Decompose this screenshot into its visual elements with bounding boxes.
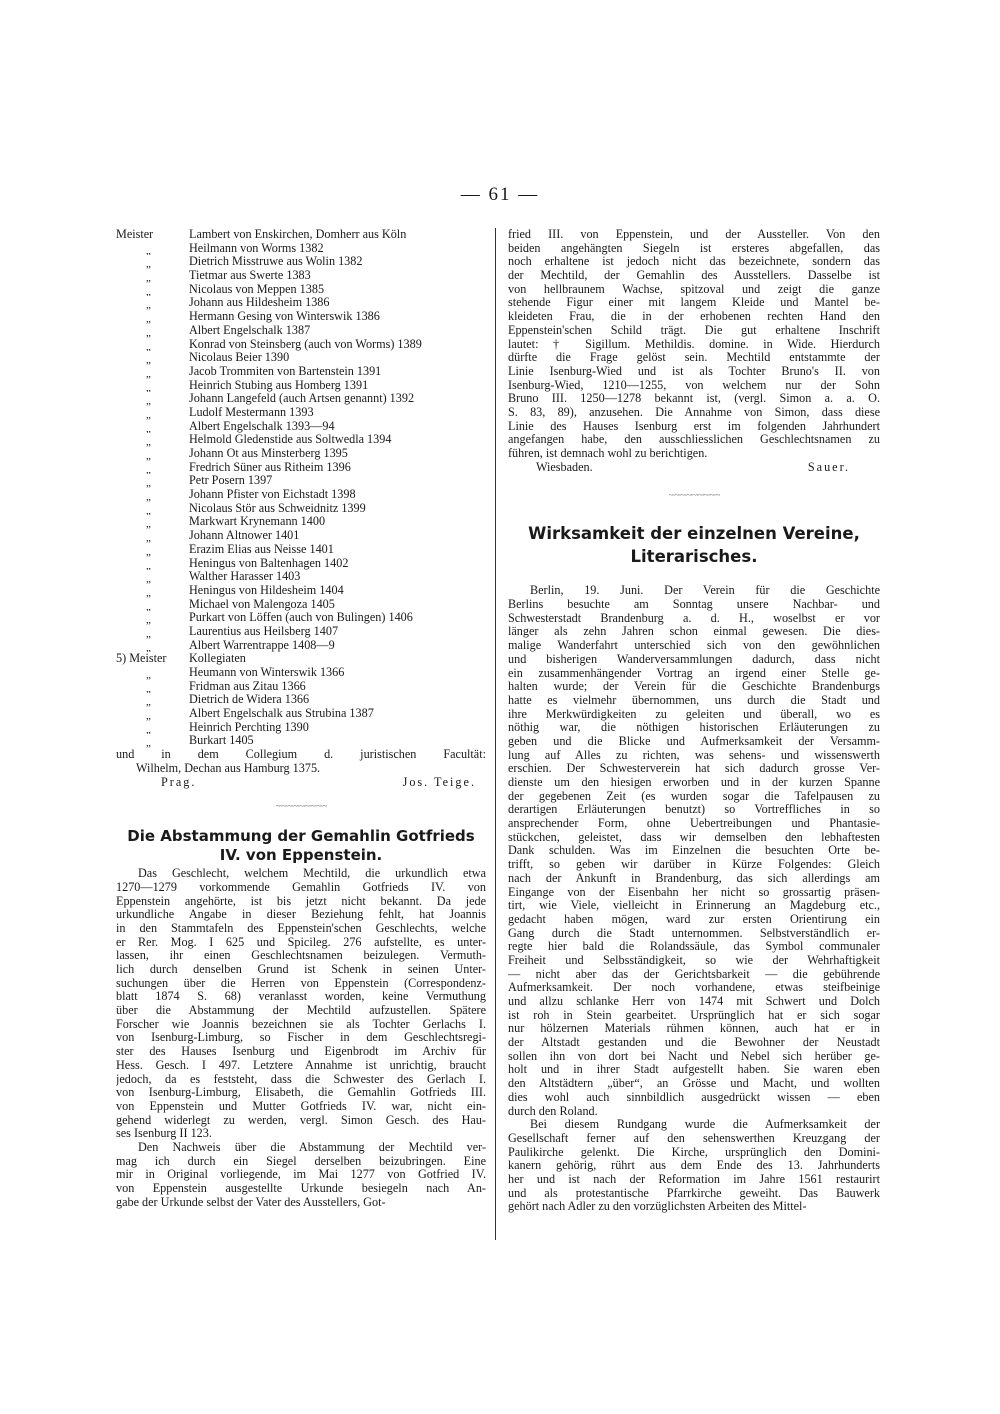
text-line: er Rer. Mog. I 625 und Spicileg. 276 aufstellte, es unter- — [116, 935, 486, 949]
text-line: Gang durch die Stadt unternommen. Selbstverständlich er- — [508, 926, 880, 940]
text-line: dürfte die Frage gelöst sein. Mechtild entstammte der — [508, 351, 880, 365]
text-line: ist roh in Stein gearbeitet. Ursprünglich hat er sich sogar — [508, 1008, 880, 1022]
text-line: Freiheit und Selbsständigkeit, so wie der Wehrhaftigkeit — [508, 953, 880, 967]
ditto-mark: „ — [146, 682, 151, 694]
text-line: gehört nach Adler zu den vorzüglichsten Arbeiten des Mittel- — [508, 1200, 807, 1214]
ditto-mark: „ — [146, 477, 151, 489]
list-item — [116, 338, 486, 352]
list-entry: Nicolaus Beier 1390 — [189, 351, 290, 365]
text-line: dienste um den hiesigen erworben und in der kurzen Spanne — [508, 776, 880, 789]
list-entry: Albert Engelschalk 1393—94 — [189, 419, 335, 433]
text-line: urkundliche Angabe in dieser Beziehung fehlt, hat Joannis — [116, 908, 486, 922]
ditto-mark: „ — [146, 641, 151, 653]
ditto-mark: „ — [146, 545, 151, 557]
text-line: derartigen Erläuterungen benutzt) so Vortreffliches in so — [508, 803, 880, 817]
text-line: Paulikirche gelenkt. Die Kirche, ursprünglich den Domini- — [508, 1145, 880, 1159]
text-line: noch erhaltene ist jedoch nicht das bezeichnete, sondern das — [508, 255, 880, 269]
list-item — [116, 502, 486, 516]
list-item — [116, 625, 486, 639]
text-line: geben und die Blicke und Aufmerksamkeit der Versamm- — [508, 734, 880, 748]
ditto-mark: „ — [146, 600, 151, 612]
list-item — [116, 639, 486, 653]
text-line: Das Geschlecht, welchem Mechtild, die urkundlich etwa — [138, 867, 486, 881]
list-entry: Helmold Gledenstide aus Soltwedla 1394 — [189, 433, 392, 447]
list-entry: Albert Engelschalk 1387 — [189, 323, 311, 337]
list-item — [116, 734, 486, 748]
list-item — [116, 570, 486, 584]
kollegiaten-prefix: 5) Meister — [116, 652, 167, 666]
text-line: Den Nachweis über die Abstammung der Mechtild ver- — [138, 1140, 486, 1154]
list-entry: Jacob Trommiten von Bartenstein 1391 — [189, 364, 382, 378]
text-line: gehend widerlegt zu werden, vergl. Simon Gesch. des Hau- — [116, 1113, 486, 1127]
text-line: stückchen, geleistet, dass wir demselben den lebhaftesten — [508, 830, 880, 844]
list-item — [116, 447, 486, 461]
berlin-report — [508, 584, 880, 1214]
text-line: fried III. von Eppenstein, und der Aussteller. Von den — [508, 228, 880, 241]
text-line: tirt, wie Viele, vielleicht in Erinnerung an Magdeburg etc., — [508, 899, 880, 913]
text-line: der gegebenen Zeit (es wurden sogar die Tafelpausen zu — [508, 789, 880, 803]
ditto-mark: „ — [146, 627, 151, 639]
signature-name: Sauer. — [807, 460, 850, 474]
signature-name: Jos. Teige. — [402, 775, 476, 789]
text-line: lich durch denselben Grund ist Schenk in seinen Unter- — [116, 963, 486, 976]
text-line: und als protestantische Pfarrkirche geweiht. Das Bauwerk — [508, 1186, 880, 1200]
list-item — [116, 584, 486, 598]
text-line: führen, ist demnach wohl zu berichtigen. — [508, 447, 708, 460]
right-column — [508, 228, 880, 1214]
ditto-mark: „ — [146, 504, 151, 516]
text-line: gedacht haben mögen, ward zur ersten Orientirung ein — [508, 912, 880, 926]
continuation-body — [508, 228, 880, 461]
text-line: Berlin, 19. Juni. Der Verein für die Geschichte — [530, 584, 880, 598]
text-line: Aufmerksamkeit. Der noch vorhandene, etwas steifbeinige — [508, 981, 880, 995]
signature-place: Prag. — [161, 775, 197, 789]
text-line: kleideten Frau, die in der erhobenen rechten Hand den — [508, 310, 880, 324]
text-line: angefangen habe, den ausschliesslichen Geschlechtsnamen zu — [508, 433, 880, 447]
list-entry: Konrad von Steinsberg (auch von Worms) 1389 — [189, 337, 422, 351]
text-line: und bisherigen Wanderversammlungen dadurch, dass nicht — [508, 652, 880, 666]
ditto-mark: „ — [146, 367, 151, 379]
ditto-mark: „ — [146, 491, 151, 502]
list-entry: Dietrich de Widera 1366 — [189, 693, 310, 707]
text-line: beiden angehängten Siegeln ist ersteres abgefallen, das — [508, 241, 880, 255]
text-line: ihre Merkwürdigkeiten zu geleiten und überall, wo es — [508, 707, 880, 721]
text-line: Gesellschaft ferner auf den sehenswerthen Kreuzgang der — [508, 1131, 880, 1145]
list-entry: Heinrich Perchting 1390 — [189, 720, 309, 734]
list-entry: Johann aus Hildesheim 1386 — [189, 296, 330, 310]
text-line: ster des Hauses Isenburg und Eigenbrodt im Archiv für — [116, 1045, 486, 1059]
list-item — [116, 420, 486, 434]
list-item — [116, 433, 486, 447]
list-entry: Heningus von Hildesheim 1404 — [189, 583, 344, 597]
ditto-mark: „ — [146, 518, 151, 530]
text-line: von hellbraunem Wachse, spitzoval und zeigt die ganze — [508, 282, 880, 296]
ditto-mark: „ — [146, 669, 151, 680]
list-item — [116, 598, 486, 612]
list-entry: Laurentius aus Heilsberg 1407 — [189, 624, 339, 638]
text-line: den Altstädtern „über“, an Grösse und Macht, und wollten — [508, 1077, 880, 1091]
list-item — [116, 269, 486, 283]
ditto-mark: „ — [146, 422, 151, 434]
ditto-mark: „ — [146, 436, 151, 447]
ditto-mark: „ — [146, 463, 151, 475]
text-line: und allzu schlanke Herr von 1474 mit Schwert und Dolch — [508, 995, 880, 1008]
text-line: Linie Isenburg-Wied und ist als Tochter Bruno's II. von — [508, 364, 880, 378]
list-item — [116, 296, 486, 310]
list-item — [116, 351, 486, 365]
text-line: — nicht aber das der Gerichtsbarkeit — die gebührende — [508, 967, 880, 981]
text-line: jedoch, da es feststeht, dass die Schwester des Gerlach I. — [116, 1072, 486, 1086]
article-body — [116, 867, 486, 1209]
list-item — [116, 529, 486, 543]
column-divider — [495, 228, 496, 1240]
text-line: 1270—1279 vorkommende Gemahlin Gotfrieds IV. von — [116, 880, 486, 894]
ditto-mark: „ — [146, 285, 151, 297]
list-entry: Markwart Krynemann 1400 — [189, 515, 326, 529]
text-line: erschien. Der Schwesterverein hat sich dadurch grosse Ver- — [508, 762, 880, 776]
text-line: in den Stammtafeln des Eppenstein'schen Geschlechts, welche — [116, 921, 486, 935]
list-entry: Purkart von Löffen (auch von Bulingen) 1406 — [189, 611, 413, 625]
ditto-mark: „ — [146, 408, 151, 420]
ditto-mark: „ — [146, 559, 151, 571]
list-item — [116, 228, 486, 242]
list-entry: Hermann Gesing von Winterswik 1386 — [189, 310, 380, 324]
text-line: Dank schulden. Was im Einzelnen die besuchten Orte be- — [508, 844, 880, 858]
text-line: Berlins besuchte am Sonntag unsere Nachbar- und — [508, 598, 880, 612]
list-entry: Walther Harasser 1403 — [189, 570, 301, 584]
list-entry: Tietmar aus Swerte 1383 — [189, 269, 311, 283]
list-item — [116, 406, 486, 420]
list-item — [116, 721, 486, 735]
ditto-mark: „ — [146, 313, 151, 324]
signature-place: Wiesbaden. — [536, 460, 593, 474]
list-entry: Erazim Elias aus Neisse 1401 — [189, 542, 334, 556]
wiesbaden-signature — [508, 461, 880, 475]
list-item — [116, 707, 486, 721]
prag-signature — [116, 776, 486, 790]
list-entry: Heilmann von Worms 1382 — [189, 241, 324, 255]
section-subtitle: Literarisches. — [630, 547, 758, 567]
kollegiaten-list — [116, 652, 486, 748]
list-item — [116, 255, 486, 269]
text-line: über die Abstammung der Mechtild aufzustellen. Spätere — [116, 1004, 486, 1018]
list-item — [116, 543, 486, 557]
text-line: von Eppenstein und Mutter Gotfrieds IV. war, nicht ein- — [116, 1099, 486, 1113]
list-item — [116, 488, 486, 502]
text-line: Schwesterstadt Brandenburg a. d. H., woselbst er vor — [508, 611, 880, 625]
text-line: S. 83, 89), anzusehen. Die Annahme von Simon, dass diese — [508, 405, 880, 419]
list-entry: Nicolaus Stör aus Schweidnitz 1399 — [189, 501, 366, 515]
list-entry: Albert Warrentrappe 1408—9 — [189, 638, 335, 652]
ditto-mark: „ — [146, 710, 151, 721]
list-entry: Petr Posern 1397 — [189, 474, 273, 488]
text-line: Forscher wie Joannis bezeichnen sie als Tochter Gerlachs I. — [116, 1017, 486, 1031]
list-item — [116, 365, 486, 379]
ditto-mark: „ — [146, 450, 151, 461]
list-entry: Fredrich Süner aus Ritheim 1396 — [189, 460, 351, 474]
text-line: nur hölzernen Materials rühmen können, auch hat er in — [508, 1022, 880, 1036]
list-item — [116, 693, 486, 707]
text-line: Eppenstein angehörte, ist bis jetzt nicht bekannt. Da jede — [116, 894, 486, 908]
text-line: Eingange von der Eisenbahn her nicht so grossartig präsen- — [508, 885, 880, 899]
list-item — [116, 666, 486, 680]
text-line: gabe der Urkunde selbst der Vater des Ausstellers, Got- — [116, 1195, 386, 1209]
article-title: Die Abstammung der Gemahlin Gotfrieds IV. von Eppenstein. — [127, 827, 475, 865]
text-line: nöthig war, die nöthigen historischen Erläuterungen zu — [508, 721, 880, 735]
list-item — [116, 557, 486, 571]
list-entry: Heumann von Winterswik 1366 — [189, 666, 345, 679]
list-entry: Michael von Malengoza 1405 — [189, 597, 335, 611]
ditto-mark: „ — [146, 573, 151, 584]
text-line: ansprechender Form, ohne Uebertreibungen und Phantasie- — [508, 817, 880, 831]
list-entry: Nicolaus von Meppen 1385 — [189, 282, 325, 296]
text-line: dies wohl auch sinnbildlich ausgedrückt wissen — eben — [508, 1090, 880, 1104]
text-line: nach der Ankunft in Brandenburg, das sich allerdings am — [508, 871, 880, 885]
ditto-mark: „ — [146, 696, 151, 708]
ditto-mark: „ — [146, 381, 151, 393]
left-column — [116, 228, 486, 1209]
list-entry: Johann Pfister von Eichstadt 1398 — [189, 488, 356, 502]
ditto-mark: „ — [146, 737, 151, 749]
text-line: blatt 1874 S. 68) veranlasst worden, keine Vermuthung — [116, 990, 486, 1004]
text-line: lassen, ihr einen Geschlechtsnamen beizulegen. Vermuth- — [116, 949, 486, 963]
ditto-mark: „ — [146, 723, 151, 735]
text-line: halten wurde; der Verein für die Geschichte Brandenburgs — [508, 680, 880, 694]
ditto-mark: „ — [146, 258, 151, 270]
list-entry: Ludolf Mestermann 1393 — [189, 405, 314, 419]
text-line: lung auf Alles zu richten, was sehens- und wissenswerth — [508, 748, 880, 762]
text-line: kanern gehörig, rührt aus dem Ende des 13. Jahrhunderts — [508, 1159, 880, 1173]
ditto-mark: „ — [146, 272, 151, 283]
text-line: mir in Original vorliegende, im Mai 1277 von Gotfried IV. — [116, 1168, 486, 1182]
list-entry: Lambert von Enskirchen, Domherr aus Köln — [189, 228, 407, 241]
list-item — [116, 474, 486, 488]
separator-ornament: ~·~·~·~·~·~·~·~·~ — [275, 801, 327, 812]
list-item — [116, 461, 486, 475]
list-item — [116, 611, 486, 625]
meister-label: Meister — [116, 228, 154, 241]
ditto-mark: „ — [146, 340, 151, 352]
text-line: ein zusammenhängender Vortrag an irgend einer Stelle ge- — [508, 666, 880, 680]
meister-list — [116, 228, 486, 652]
fakultaet-line: und in dem Collegium d. juristischen Facultät: — [116, 748, 486, 762]
list-item — [116, 242, 486, 256]
text-line: von Isenburg-Limburg, so Fischer in dem Geschlechtsregi- — [116, 1031, 486, 1045]
text-line: malige Wanderfahrt unterschied sich von den gewöhnlichen — [508, 639, 880, 653]
text-line: der Mechtild, der Gemahlin des Ausstellers. Dasselbe ist — [508, 269, 880, 283]
list-item — [116, 680, 486, 694]
text-line: sollen ihn von dort bei Nacht und Nebel sich herüber ge- — [508, 1049, 880, 1063]
text-line: hatte es vielmehr übernommen, uns durch die Stadt und — [508, 693, 880, 707]
text-line: Isenburg-Wied, 1210—1255, von welchem nur der Sohn — [508, 378, 880, 392]
text-line: stehende Figur einer mit langem Kleide und Mantel be- — [508, 296, 880, 310]
ditto-mark: „ — [146, 326, 151, 338]
text-line: länger als zehn Jahren schon einmal gewesen. Die dies- — [508, 625, 880, 639]
text-line: Linie des Hauses Isenburg erst im folgenden Jahrhundert — [508, 419, 880, 433]
list-entry: Burkart 1405 — [189, 734, 254, 748]
ditto-mark: „ — [146, 244, 151, 256]
list-entry: Heningus von Baltenhagen 1402 — [189, 556, 349, 570]
list-entry: Heinrich Stubing aus Homberg 1391 — [189, 378, 369, 392]
ditto-mark: „ — [146, 532, 151, 543]
ditto-mark: „ — [146, 354, 151, 365]
list-entry: Albert Engelschalk aus Strubina 1387 — [189, 707, 374, 721]
text-line: Hess. Gesch. I 497. Letztere Annahme ist unrichtig, braucht — [116, 1058, 486, 1072]
ditto-mark: „ — [146, 299, 151, 311]
text-line: der Altstadt gestanden und die Bewohner der Neustadt — [508, 1036, 880, 1050]
text-line: suchungen über die Herren von Eppenstein (Correspondenz- — [116, 976, 486, 990]
list-item — [116, 392, 486, 406]
text-line: regte hier bald die Rolandssäule, das Symbol communaler — [508, 940, 880, 954]
list-entry: Johann Ot aus Minsterberg 1395 — [189, 447, 348, 460]
list-entry: Dietrich Misstruwe aus Wolin 1382 — [189, 255, 363, 269]
list-entry: Johann Langefeld (auch Artsen genannt) 1392 — [189, 392, 415, 406]
text-line: ses Isenburg II 123. — [116, 1127, 212, 1141]
wilhelm-line: Wilhelm, Dechan aus Hamburg 1375. — [136, 761, 321, 775]
list-entry: Johann Altnower 1401 — [189, 529, 300, 543]
text-line: holt und in ihrer Stadt aufgestellt haben. Sie waren eben — [508, 1063, 880, 1077]
list-item — [116, 310, 486, 324]
kollegiaten-label: Kollegiaten — [189, 652, 246, 666]
ditto-mark: „ — [146, 586, 151, 598]
text-line: mag ich durch ein Siegel derselben beizubringen. Eine — [116, 1154, 486, 1168]
ditto-mark: „ — [146, 395, 151, 406]
text-line: durch den Roland. — [508, 1104, 598, 1118]
text-line: von Isenburg-Limburg, Elisabeth, die Gemahlin Gotfrieds III. — [116, 1086, 486, 1100]
list-entry: Fridman aus Zitau 1366 — [189, 679, 306, 693]
text-line: Bruno III. 1250—1278 bekannt ist, (vergl. Simon a. a. O. — [508, 392, 880, 406]
separator-ornament: ~·~·~·~·~·~·~·~·~ — [668, 490, 720, 501]
list-item — [116, 283, 486, 297]
text-line: Bei diesem Rundgang wurde die Aufmerksamkeit der — [530, 1118, 880, 1132]
text-line: von Eppenstein ausgestellte Urkunde besiegeln nach An- — [116, 1182, 486, 1195]
list-item — [116, 652, 486, 666]
text-line: trifft, so geben wir darüber in Kürze Folgendes: Gleich — [508, 858, 880, 872]
text-line: her und ist nach der Reformation im Jahre 1561 restaurirt — [508, 1172, 880, 1186]
list-item — [116, 379, 486, 393]
ditto-mark: „ — [146, 614, 151, 625]
section-title: Wirksamkeit der einzelnen Vereine, — [528, 524, 860, 544]
list-item — [116, 515, 486, 529]
list-item — [116, 324, 486, 338]
page-number: — 61 — — [460, 184, 540, 205]
text-line: lautet: † Sigillum. Methildis. domine. in Wide. Hierdurch — [508, 337, 880, 351]
text-line: Eppenstein'schen Schild trägt. Die gut erhaltene Inschrift — [508, 323, 880, 337]
